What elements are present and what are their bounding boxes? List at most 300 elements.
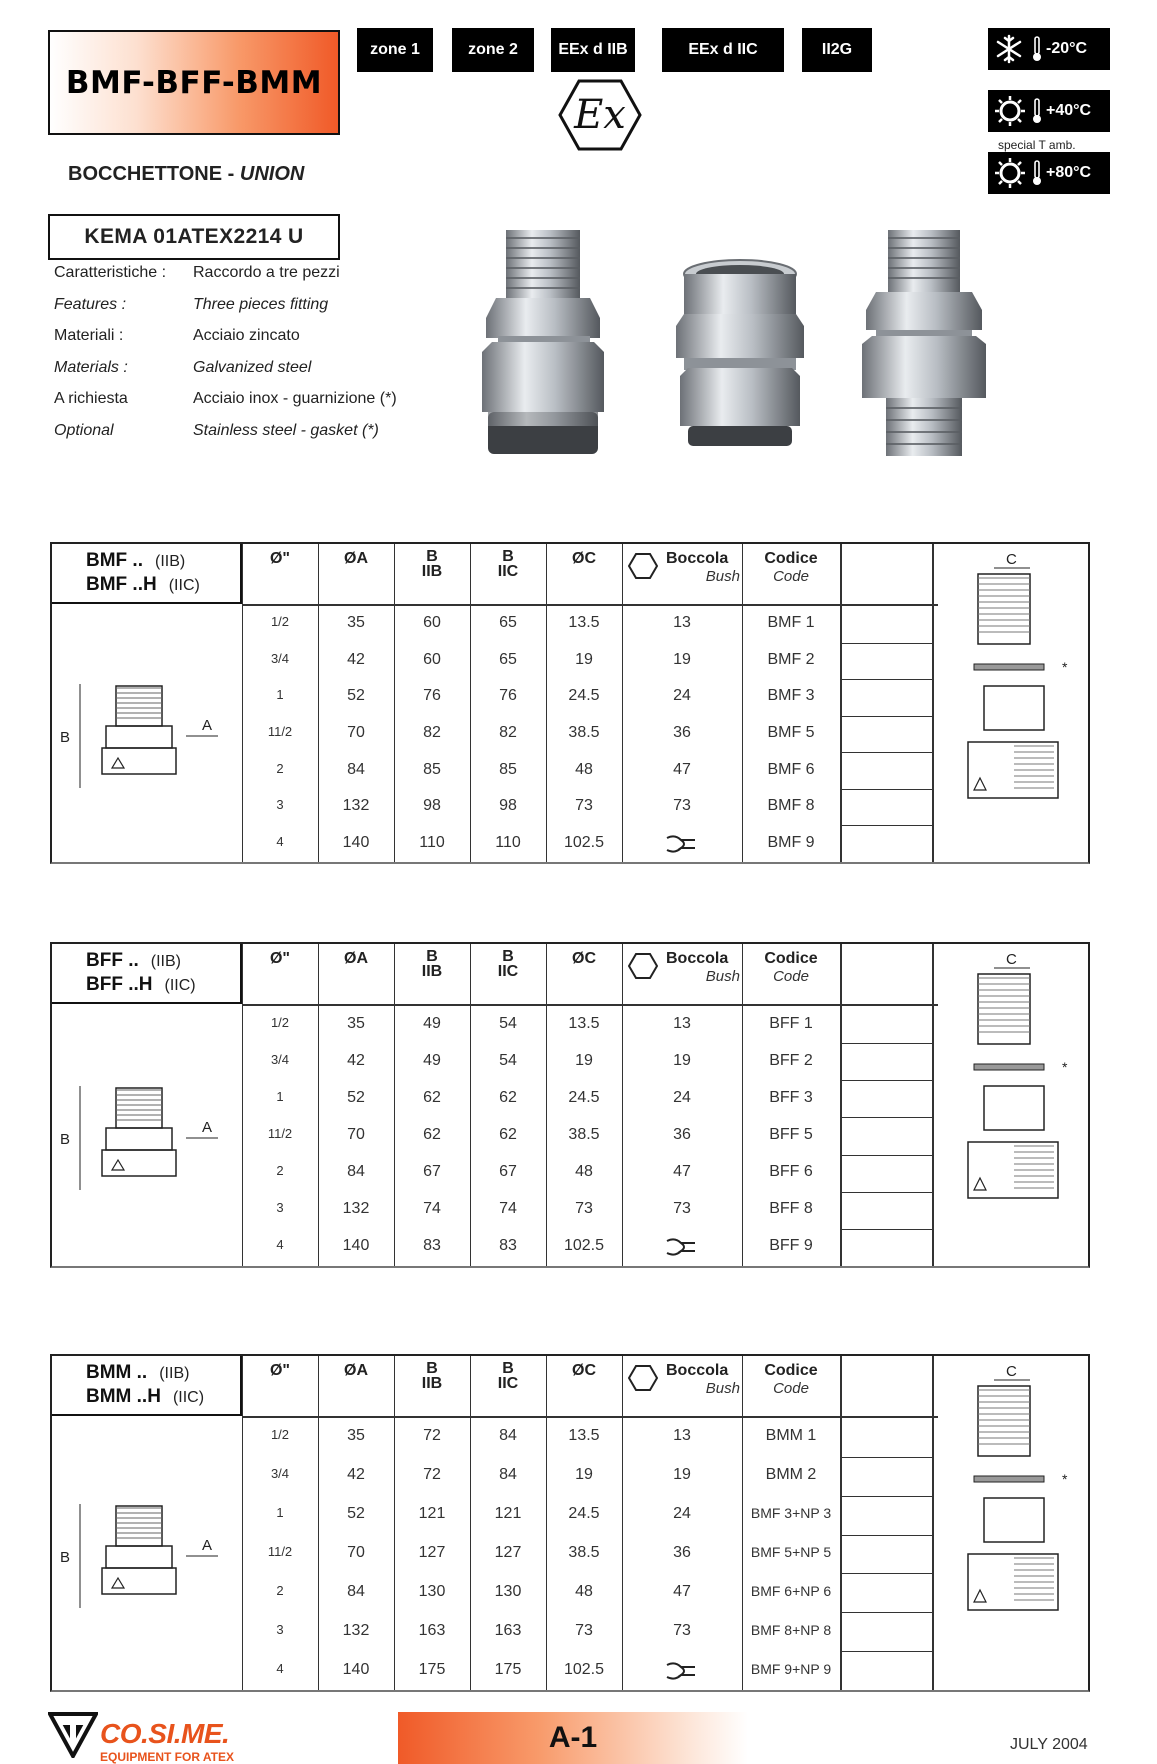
- row-diameter-a: 42: [347, 1466, 365, 1484]
- row-b-iic: 67: [499, 1163, 517, 1181]
- row-diameter-c: 24.5: [568, 1088, 600, 1106]
- gasket-outline: [974, 1064, 1044, 1070]
- row-b-iib: 67: [423, 1163, 441, 1181]
- middle-part-outline: [984, 1086, 1044, 1130]
- wrench-icon: [665, 1659, 699, 1683]
- model-code: BMF ..: [86, 550, 143, 571]
- row-b-iic: 110: [495, 833, 521, 851]
- row-size: 3: [276, 1621, 284, 1637]
- row-bush: 47: [673, 760, 691, 778]
- model-code: BMM ..H: [86, 1386, 161, 1407]
- fitting-dimension-drawing: [56, 1422, 236, 1690]
- gasket-star: *: [1062, 1471, 1068, 1487]
- row-diameter-c: 38.5: [568, 1126, 600, 1143]
- column-divider: [242, 544, 243, 862]
- row-diameter-a: 35: [347, 614, 365, 632]
- wrench-icon: [665, 832, 699, 856]
- row-size: 2: [276, 1163, 284, 1179]
- model-code: BMF ..H: [86, 574, 157, 595]
- row-size: 11/2: [267, 724, 293, 739]
- row-size: 11/2: [267, 1544, 293, 1559]
- row-b-iib: 163: [418, 1621, 446, 1639]
- row-diameter-c: 24.5: [568, 687, 600, 705]
- col-header-b-iib: B: [426, 948, 438, 965]
- column-divider: [932, 944, 934, 1266]
- column-divider: [742, 1356, 743, 1690]
- row-code: BFF 5: [769, 1126, 813, 1143]
- row-divider: [840, 789, 932, 790]
- spec-key: Materiali :: [54, 327, 124, 345]
- spec-value: Raccordo a tre pezzi: [193, 264, 340, 281]
- warning-triangle-icon: [112, 1578, 124, 1588]
- sun-icon: [994, 96, 1028, 126]
- row-b-iic: 54: [499, 1051, 517, 1069]
- brand-name: CO.SI.ME.: [100, 1718, 230, 1749]
- row-b-iib: 62: [423, 1126, 441, 1143]
- row-diameter-a: 84: [347, 1582, 365, 1600]
- row-diameter-a: 132: [342, 797, 370, 815]
- row-b-iic: 85: [499, 760, 517, 778]
- row-bush: 13: [673, 614, 691, 632]
- sun-icon: [994, 158, 1028, 188]
- row-diameter-a: 70: [347, 724, 365, 741]
- row-code: BMF 5+NP 5: [750, 1544, 832, 1560]
- document-title: BMF-BFF-BMM: [48, 30, 340, 135]
- col-header-b-iic: B: [502, 1360, 514, 1377]
- row-size: 4: [276, 1660, 284, 1676]
- exploded-view-drawing: [944, 546, 1084, 862]
- col-header-diameter-c: ØC: [572, 1362, 596, 1379]
- row-divider: [840, 1155, 932, 1156]
- wrench-shape: [667, 836, 695, 851]
- column-divider: [242, 1356, 243, 1690]
- row-bush: 36: [673, 724, 691, 741]
- row-code: BFF 8: [769, 1200, 813, 1218]
- model-name-iic: [86, 1386, 204, 1408]
- warning-triangle-icon: [974, 1590, 986, 1602]
- temp-high-value: +80°C: [1046, 164, 1092, 181]
- hexagon-icon: [628, 952, 658, 980]
- row-b-iic: 127: [494, 1544, 522, 1561]
- row-divider: [840, 679, 932, 680]
- row-code: BMF 6: [767, 760, 815, 778]
- row-diameter-a: 140: [342, 1237, 370, 1255]
- hexagon-shape: [629, 954, 657, 978]
- model-name-iib: [86, 950, 181, 972]
- col-header-bush: Boccola: [666, 950, 729, 967]
- row-divider: [840, 1457, 932, 1458]
- row-bush: 73: [673, 1200, 691, 1218]
- row-bush: 47: [673, 1163, 691, 1181]
- temp-low-value: -20°C: [1046, 40, 1088, 57]
- row-code: BMF 3+NP 3: [750, 1505, 832, 1522]
- label-c: C: [1006, 1363, 1017, 1380]
- wrench-icon: [665, 1235, 699, 1259]
- hexagon-icon: [628, 552, 658, 580]
- row-diameter-c: 38.5: [568, 1544, 600, 1561]
- row-diameter-a: 70: [347, 1544, 365, 1561]
- row-diameter-c: 19: [575, 1051, 593, 1069]
- product-photo-bff: [670, 256, 810, 457]
- brand-tagline: EQUIPMENT FOR ATEX: [100, 1750, 235, 1764]
- row-size: 2: [276, 1582, 284, 1598]
- row-diameter-a: 132: [342, 1621, 370, 1639]
- warning-triangle-icon: [112, 758, 124, 768]
- row-diameter-c: 19: [575, 1466, 593, 1484]
- snowflake-icon: [994, 34, 1028, 64]
- spec-key: A richiesta: [54, 390, 128, 408]
- row-diameter-a: 52: [347, 1505, 365, 1523]
- zone-1-badge: zone 1: [357, 28, 433, 72]
- col-header-code: Codice: [764, 550, 818, 567]
- row-b-iic: 74: [499, 1200, 517, 1218]
- row-diameter-a: 35: [347, 1014, 365, 1032]
- thread-outline: [116, 1506, 162, 1546]
- row-diameter-c: 24.5: [568, 1505, 600, 1523]
- gasket-outline: [974, 1476, 1044, 1482]
- col-header-diameter-c: ØC: [572, 950, 596, 967]
- row-code: BFF 1: [769, 1014, 813, 1032]
- row-diameter-a: 52: [347, 1088, 365, 1106]
- subtitle: [68, 163, 304, 186]
- row-code: BMF 1: [767, 614, 815, 632]
- row-b-iic: 65: [499, 614, 517, 632]
- row-diameter-c: 13.5: [568, 1427, 600, 1445]
- row-b-iib: 121: [418, 1505, 446, 1523]
- thermometer-icon: [1032, 36, 1042, 62]
- spec-value: Acciaio zincato: [193, 327, 300, 345]
- row-b-iic: 62: [499, 1088, 517, 1106]
- row-divider: [840, 1612, 932, 1613]
- row-b-iic: 83: [499, 1237, 517, 1255]
- model-group: (IIB): [155, 553, 186, 570]
- row-bush: 73: [673, 797, 691, 815]
- row-diameter-a: 140: [342, 1660, 370, 1678]
- body-outline: [102, 1568, 176, 1594]
- row-bush: 19: [673, 1051, 691, 1069]
- row-size: 3/4: [270, 1051, 290, 1067]
- subtitle-separator: -: [222, 163, 240, 185]
- col-header-code: Codice: [764, 950, 818, 967]
- eexd-iib-badge: EEx d IIB: [551, 28, 635, 72]
- row-diameter-c: 38.5: [568, 724, 600, 741]
- thermometer-icon: [1032, 160, 1042, 186]
- temp-low-badge: [988, 28, 1110, 70]
- row-b-iib: 85: [423, 760, 441, 778]
- col-header-bush-en: Bush: [705, 1380, 740, 1397]
- row-diameter-c: 19: [575, 650, 593, 668]
- row-size: 4: [276, 833, 284, 849]
- spec-table: [50, 1354, 1090, 1692]
- certificate-box: KEMA 01ATEX2214 U: [48, 214, 340, 260]
- row-b-iib: 127: [418, 1544, 446, 1561]
- spec-value: Stainless steel - gasket (*): [193, 422, 379, 439]
- column-divider: [932, 544, 934, 862]
- spec-key: Optional: [54, 422, 114, 439]
- col-header-diameter-a: ØA: [344, 1362, 368, 1379]
- body-outline: [102, 748, 176, 774]
- col-header-b-iib-sub: IIB: [421, 563, 443, 580]
- col-header-b-iic: B: [502, 948, 514, 965]
- label-b: B: [60, 729, 71, 746]
- row-diameter-c: 48: [575, 1582, 593, 1600]
- model-name-iib: [86, 550, 185, 572]
- model-group: (IIC): [164, 977, 196, 994]
- row-b-iic: 121: [494, 1505, 522, 1523]
- warning-triangle-icon: [974, 1178, 986, 1190]
- special-temp-note: special T amb.: [998, 138, 1076, 152]
- product-photo-bmm: [860, 226, 990, 467]
- col-header-bush: Boccola: [666, 550, 729, 567]
- hexagon-shape: [629, 1366, 657, 1390]
- row-bush: 13: [673, 1427, 691, 1445]
- temp-high-badge: [988, 152, 1110, 194]
- row-b-iib: 72: [423, 1466, 441, 1484]
- row-code: BMM 1: [765, 1427, 817, 1445]
- zone-2-badge: zone 2: [452, 28, 534, 72]
- row-bush: 19: [673, 1466, 691, 1484]
- spec-key: Features :: [54, 295, 127, 313]
- spec-key: Materials :: [54, 358, 128, 376]
- row-b-iib: 60: [423, 650, 441, 668]
- row-divider: [840, 1535, 932, 1536]
- spec-table: [50, 542, 1090, 864]
- label-a: A: [202, 1537, 213, 1554]
- row-code: BFF 2: [769, 1051, 813, 1069]
- col-header-code-en: Code: [773, 968, 809, 985]
- ii2g-badge: II2G: [802, 28, 872, 72]
- row-b-iib: 130: [418, 1582, 446, 1600]
- col-header-b-iib: B: [426, 1360, 438, 1377]
- exploded-view-drawing: [944, 1358, 1084, 1690]
- model-code: BFF ..: [86, 950, 139, 971]
- label-b: B: [60, 1549, 71, 1566]
- col-header-size: Ø": [269, 950, 291, 967]
- col-header-b-iic: B: [502, 548, 514, 565]
- row-diameter-a: 140: [342, 833, 370, 851]
- spec-table: [50, 942, 1090, 1268]
- hexagon-shape: [629, 554, 657, 578]
- temp-normal-badge: [988, 90, 1110, 132]
- row-b-iib: 74: [423, 1200, 441, 1218]
- spec-key: Caratteristiche :: [54, 264, 167, 281]
- label-a: A: [202, 717, 213, 734]
- row-divider: [840, 1651, 932, 1652]
- row-code: BMF 5: [767, 724, 815, 741]
- row-diameter-c: 102.5: [563, 1660, 605, 1678]
- hex-nut-outline: [106, 726, 172, 748]
- row-diameter-c: 102.5: [563, 1237, 605, 1255]
- column-divider: [242, 944, 243, 1266]
- hex-nut-outline: [106, 1546, 172, 1568]
- model-box: [52, 944, 242, 1004]
- row-diameter-c: 13.5: [568, 1014, 600, 1032]
- row-code: BMF 9: [767, 833, 815, 851]
- row-code: BMF 3: [767, 687, 815, 705]
- row-size: 1/2: [270, 1427, 290, 1443]
- subtitle-italian: BOCCHETTONE: [68, 163, 223, 185]
- thread-outline: [116, 686, 162, 726]
- row-b-iib: 175: [418, 1660, 446, 1678]
- label-a: A: [202, 1119, 213, 1136]
- warning-triangle-icon: [974, 778, 986, 790]
- row-size: 1/2: [270, 1014, 290, 1030]
- gasket-star: *: [1062, 1059, 1068, 1075]
- row-bush: 36: [673, 1544, 691, 1561]
- col-header-b-iic-sub: IIC: [497, 563, 519, 580]
- model-name-iic: [86, 974, 196, 996]
- row-b-iic: 65: [499, 650, 517, 668]
- row-b-iib: 83: [423, 1237, 441, 1255]
- temp-normal-value: +40°C: [1046, 102, 1092, 119]
- wrench-shape: [667, 1240, 695, 1255]
- page-number: A-1: [398, 1712, 748, 1764]
- row-code: BMM 2: [765, 1466, 817, 1484]
- row-b-iib: 72: [423, 1427, 441, 1445]
- row-bush: 47: [673, 1582, 691, 1600]
- header-divider: [242, 1416, 938, 1418]
- wrench-shape: [667, 1663, 695, 1678]
- col-header-code-en: Code: [773, 1380, 809, 1397]
- spec-value: Acciaio inox - guarnizione (*): [193, 390, 397, 408]
- column-divider: [840, 1356, 842, 1690]
- col-header-b-iic-sub: IIC: [497, 963, 519, 980]
- row-diameter-c: 13.5: [568, 614, 600, 632]
- row-divider: [840, 716, 932, 717]
- col-header-size: Ø": [269, 550, 291, 567]
- model-code: BFF ..H: [86, 974, 153, 995]
- row-b-iic: 54: [499, 1014, 517, 1032]
- row-b-iic: 98: [499, 797, 517, 815]
- row-size: 4: [276, 1237, 284, 1253]
- col-header-b-iic-sub: IIC: [497, 1375, 519, 1392]
- row-size: 1: [276, 1088, 284, 1104]
- model-group: (IIB): [150, 953, 181, 970]
- gasket-outline: [974, 664, 1044, 670]
- warning-triangle-icon: [112, 1160, 124, 1170]
- col-header-code-en: Code: [773, 568, 809, 585]
- row-bush: 73: [673, 1621, 691, 1639]
- row-size: 3/4: [270, 650, 290, 666]
- row-code: BFF 6: [769, 1163, 813, 1181]
- exploded-view-drawing: [944, 946, 1084, 1266]
- label-b: B: [60, 1131, 71, 1148]
- row-b-iib: 62: [423, 1088, 441, 1106]
- publication-date: JULY 2004: [1010, 1736, 1088, 1753]
- row-bush: 24: [673, 1088, 691, 1106]
- row-diameter-a: 42: [347, 1051, 365, 1069]
- row-b-iib: 110: [419, 833, 445, 851]
- model-box: [52, 544, 242, 604]
- row-diameter-a: 42: [347, 650, 365, 668]
- row-size: 3: [276, 797, 284, 813]
- row-divider: [840, 1043, 932, 1044]
- label-c: C: [1006, 951, 1017, 968]
- row-diameter-a: 84: [347, 760, 365, 778]
- row-diameter-c: 73: [575, 797, 593, 815]
- row-diameter-c: 73: [575, 1621, 593, 1639]
- row-divider: [840, 1573, 932, 1574]
- column-divider: [932, 1356, 934, 1690]
- row-divider: [840, 1080, 932, 1081]
- row-b-iib: 49: [423, 1014, 441, 1032]
- model-name-iic: [86, 574, 200, 596]
- row-code: BMF 9+NP 9: [750, 1660, 832, 1677]
- row-diameter-c: 48: [575, 1163, 593, 1181]
- hexagon-icon: [628, 1364, 658, 1392]
- thread-outline: [116, 1088, 162, 1128]
- row-bush: 19: [673, 650, 691, 668]
- row-b-iic: 163: [494, 1621, 522, 1639]
- product-photo-bmf: [478, 226, 608, 467]
- cosime-logo-icon: [48, 1712, 98, 1758]
- col-header-bush-en: Bush: [705, 568, 740, 585]
- col-header-bush-en: Bush: [705, 968, 740, 985]
- row-bush: 24: [673, 687, 691, 705]
- row-bush: 13: [673, 1014, 691, 1032]
- col-header-bush: Boccola: [666, 1362, 729, 1379]
- subtitle-english: UNION: [239, 163, 305, 185]
- row-b-iib: 60: [423, 614, 441, 632]
- col-header-size: Ø": [269, 1362, 291, 1379]
- col-header-b-iib: B: [426, 548, 438, 565]
- model-group: (IIC): [168, 577, 200, 594]
- row-bush: 24: [673, 1505, 691, 1523]
- row-code: BMF 2: [767, 650, 815, 668]
- row-size: 3/4: [270, 1466, 290, 1482]
- row-diameter-a: 132: [342, 1200, 370, 1218]
- row-diameter-c: 73: [575, 1200, 593, 1218]
- row-divider: [840, 1496, 932, 1497]
- row-b-iic: 84: [499, 1466, 517, 1484]
- row-code: BFF 9: [769, 1237, 813, 1255]
- row-size: 1/2: [270, 614, 290, 630]
- row-b-iic: 82: [499, 724, 517, 741]
- row-divider: [840, 643, 932, 644]
- row-b-iib: 49: [423, 1051, 441, 1069]
- row-diameter-a: 35: [347, 1427, 365, 1445]
- row-code: BMF 8+NP 8: [750, 1621, 832, 1638]
- row-size: 1: [276, 1505, 284, 1521]
- fitting-dimension-drawing: [56, 1010, 236, 1266]
- spec-value: Three pieces fitting: [193, 295, 329, 313]
- middle-part-outline: [984, 1498, 1044, 1542]
- body-outline: [102, 1150, 176, 1176]
- col-header-diameter-c: ØC: [572, 550, 596, 567]
- ex-symbol-text: Ex: [574, 92, 626, 138]
- row-bush: 36: [673, 1126, 691, 1143]
- row-divider: [840, 752, 932, 753]
- hex-nut-outline: [106, 1128, 172, 1150]
- row-b-iic: 175: [494, 1660, 522, 1678]
- spec-value: Galvanized steel: [193, 358, 312, 376]
- model-group: (IIB): [159, 1365, 190, 1382]
- row-b-iib: 98: [423, 797, 441, 815]
- thermometer-icon: [1032, 98, 1042, 124]
- model-group: (IIC): [172, 1389, 205, 1406]
- row-b-iic: 76: [499, 687, 517, 705]
- row-size: 1: [276, 687, 284, 703]
- row-size: 2: [276, 760, 284, 776]
- row-size: 3: [276, 1200, 284, 1216]
- row-diameter-c: 102.5: [563, 833, 605, 851]
- model-box: [52, 1356, 242, 1416]
- col-header-diameter-a: ØA: [344, 950, 368, 967]
- col-header-code: Codice: [764, 1362, 818, 1379]
- row-divider: [840, 825, 932, 826]
- header-divider: [242, 1004, 938, 1006]
- row-code: BFF 3: [769, 1088, 813, 1106]
